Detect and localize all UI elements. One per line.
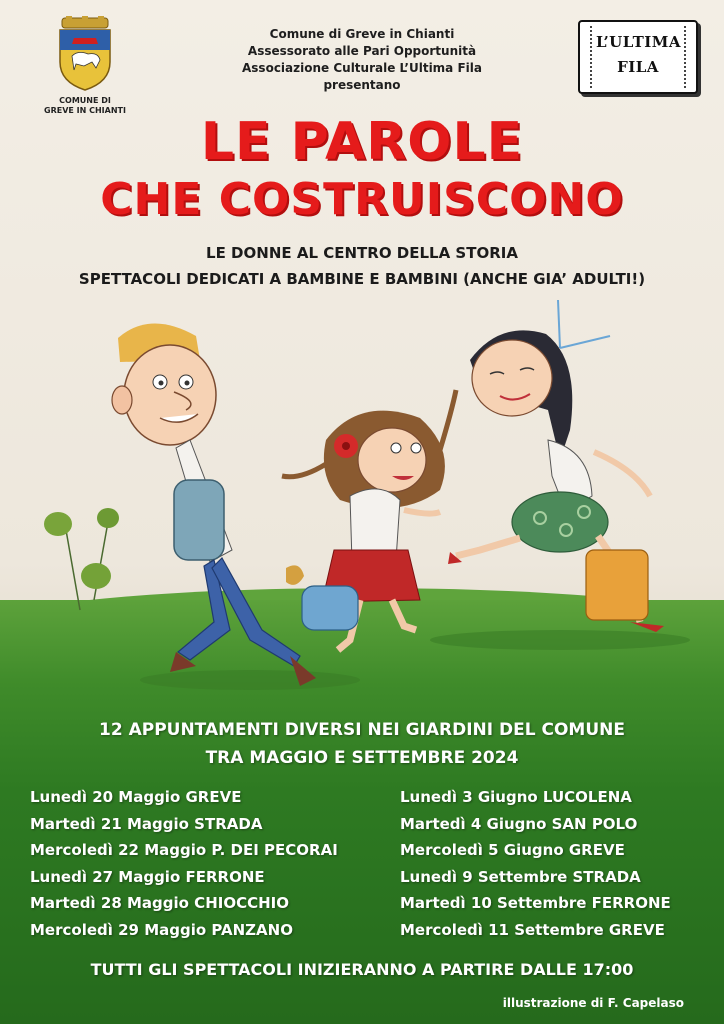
event-date-item: Lunedì 3 Giugno LUCOLENA (400, 788, 632, 806)
organizer-line: Associazione Culturale L’Ultima Fila (242, 61, 482, 75)
organizer-line: Comune di Greve in Chianti (269, 27, 455, 41)
page-title-line-1: LE PAROLE (200, 112, 524, 172)
organizer-line: Assessorato alle Pari Opportunità (247, 44, 477, 58)
subtitle-line-1: LE DONNE AL CENTRO DELLA STORIA (206, 244, 518, 262)
event-date-item: Martedì 4 Giugno SAN POLO (400, 814, 638, 833)
boy-character-icon (112, 323, 316, 686)
events-headline-line-1: 12 APPUNTAMENTI DIVERSI NEI GIARDINI DEL COMUNE (99, 720, 625, 740)
illustration-credit: illustrazione di F. Capelaso (502, 996, 684, 1010)
event-date-item: Mercoledì 11 Settembre GREVE (400, 920, 665, 939)
page-title-line-2: CHE COSTRUISCONO (100, 174, 624, 225)
theatre-ticket-icon (578, 20, 698, 94)
event-date-item: Martedì 21 Maggio STRADA (30, 814, 263, 833)
event-date-item: Mercoledì 22 Maggio P. DEI PECORAI (30, 841, 338, 860)
subtitle-line-2: SPETTACOLI DEDICATI A BAMBINE E BAMBINI (ANCHE GIA’ ADULTI!) (78, 270, 646, 288)
ultima-fila-logo-text: L’ULTIMA FILA (596, 33, 681, 76)
event-date-item: Mercoledì 5 Giugno GREVE (400, 841, 625, 860)
events-headline-line-2: TRA MAGGIO E SETTEMBRE 2024 (205, 748, 519, 768)
dates-column-right (400, 784, 671, 944)
organizers-block (200, 26, 524, 94)
start-time-note: TUTTI GLI SPETTACOLI INIZIERANNO A PARTIRE DALLE 17:00 (90, 960, 634, 979)
event-date-item: Martedì 28 Maggio CHIOCCHIO (30, 894, 289, 913)
municipal-crest (40, 16, 130, 116)
event-date-item: Mercoledì 29 Maggio PANZANO (30, 920, 293, 939)
dates-column-left (30, 784, 338, 944)
event-date-item: Lunedì 20 Maggio GREVE (30, 788, 242, 806)
coat-of-arms-icon (54, 16, 116, 92)
event-date-item: Martedì 10 Settembre FERRONE (400, 894, 671, 913)
crest-caption: COMUNE DI GREVE IN CHIANTI (44, 96, 126, 115)
tree-icon (44, 508, 119, 610)
three-children-running-illustration (0, 300, 724, 700)
event-date-item: Lunedì 9 Settembre STRADA (400, 867, 641, 886)
presentano-line: presentano (323, 78, 401, 92)
girl-character-icon (282, 390, 456, 650)
event-date-item: Lunedì 27 Maggio FERRONE (30, 867, 265, 886)
older-girl-character-icon (448, 300, 664, 632)
